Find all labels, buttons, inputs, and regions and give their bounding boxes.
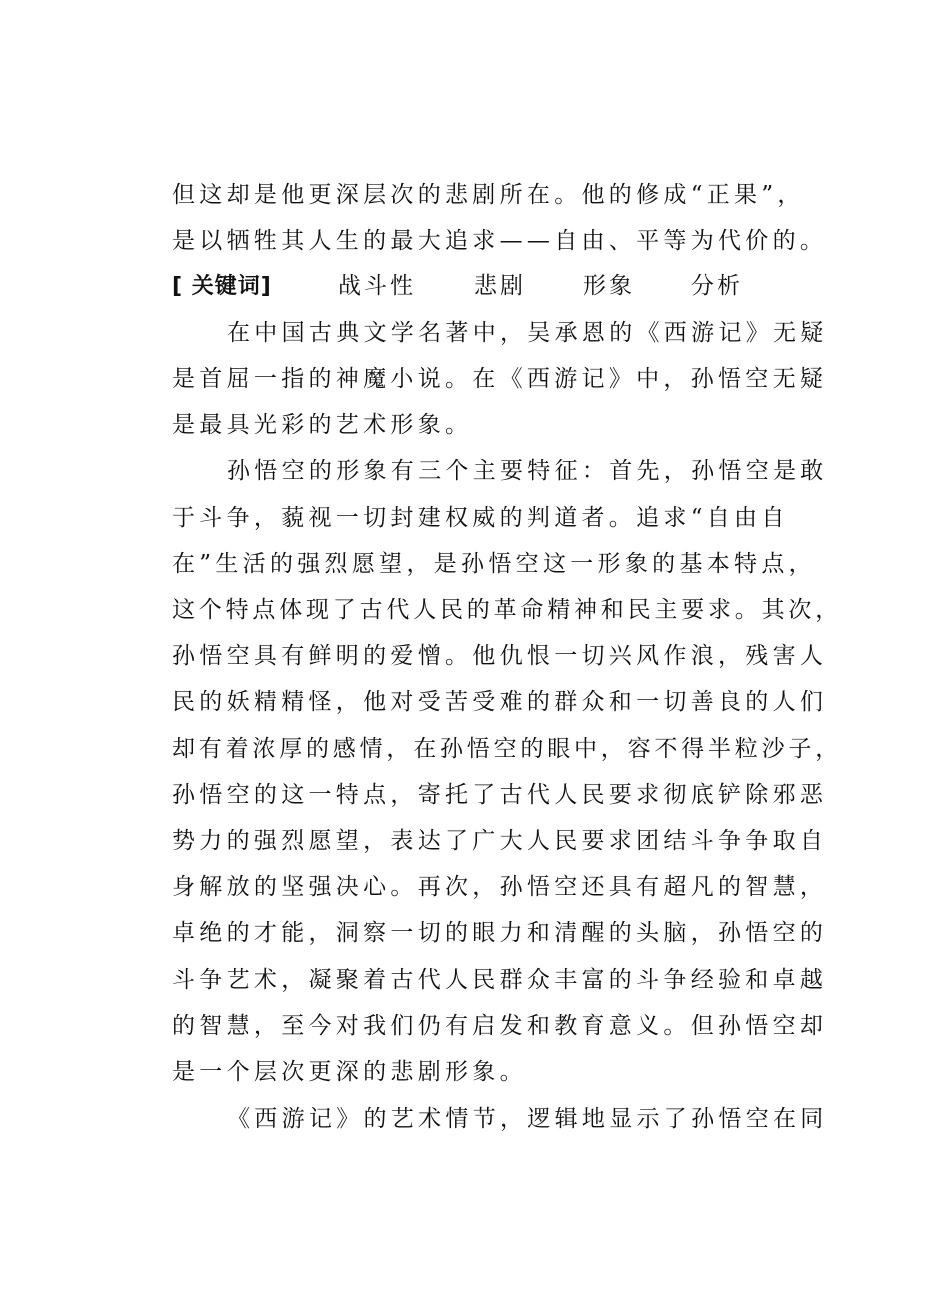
text-line: 是以牺牲其人生的最大追求——自由、平等为代价的。 [172,228,828,254]
paragraph-line: 势力的强烈愿望，表达了广大人民要求团结斗争争取自 [172,828,828,854]
keyword-item: 悲剧 [474,273,526,299]
keywords-label: [ 关键词] [172,274,272,299]
keyword-item: 分析 [691,273,743,299]
paragraph-line: 的智慧，至今对我们仍有启发和教育意义。但孙悟空却 [172,1013,828,1039]
paragraph-line: 孙悟空的形象有三个主要特征：首先，孙悟空是敢 [227,458,828,484]
keyword-item: 战斗性 [338,273,416,299]
paragraph-line: 斗争艺术，凝聚着古代人民群众丰富的斗争经验和卓越 [172,967,828,993]
paragraph-line: 这个特点体现了古代人民的革命精神和民主要求。其次， [172,597,842,623]
paragraph-line: 《西游记》的艺术情节，逻辑地显示了孙悟空在同 [227,1106,828,1132]
paragraph-line: 民的妖精精怪，他对受苦受难的群众和一切善良的人们 [172,689,828,715]
keywords-row [172,268,812,304]
paragraph-line: 孙悟空的这一特点，寄托了古代人民要求彻底铲除邪恶 [172,782,828,808]
paragraph-line: 身解放的坚强决心。再次，孙悟空还具有超凡的智慧， [172,874,828,900]
paragraph-line: 于斗争，藐视一切封建权威的判道者。追求“自由自 [172,505,789,531]
paragraph-line: 却有着浓厚的感情，在孙悟空的眼中，容不得半粒沙子， [172,736,842,762]
keyword-item: 形象 [583,273,635,299]
paragraph-line: 是首屈一指的神魔小说。在《西游记》中，孙悟空无疑 [172,366,828,392]
paragraph-line: 卓绝的才能，洞察一切的眼力和清醒的头脑，孙悟空的 [172,920,828,946]
paragraph-line: 孙悟空具有鲜明的爱憎。他仇恨一切兴风作浪，残害人 [172,643,828,669]
paragraph-line: 是最具光彩的艺术形象。 [172,412,473,438]
paragraph-line: 在”生活的强烈愿望，是孙悟空这一形象的基本特点， [172,551,816,577]
paragraph-line: 在中国古典文学名著中，吴承恩的《西游记》无疑 [227,320,828,346]
text-line: 但这却是他更深层次的悲剧所在。他的修成“正果”， [172,182,805,208]
paragraph-line: 是一个层次更深的悲剧形象。 [172,1059,527,1085]
